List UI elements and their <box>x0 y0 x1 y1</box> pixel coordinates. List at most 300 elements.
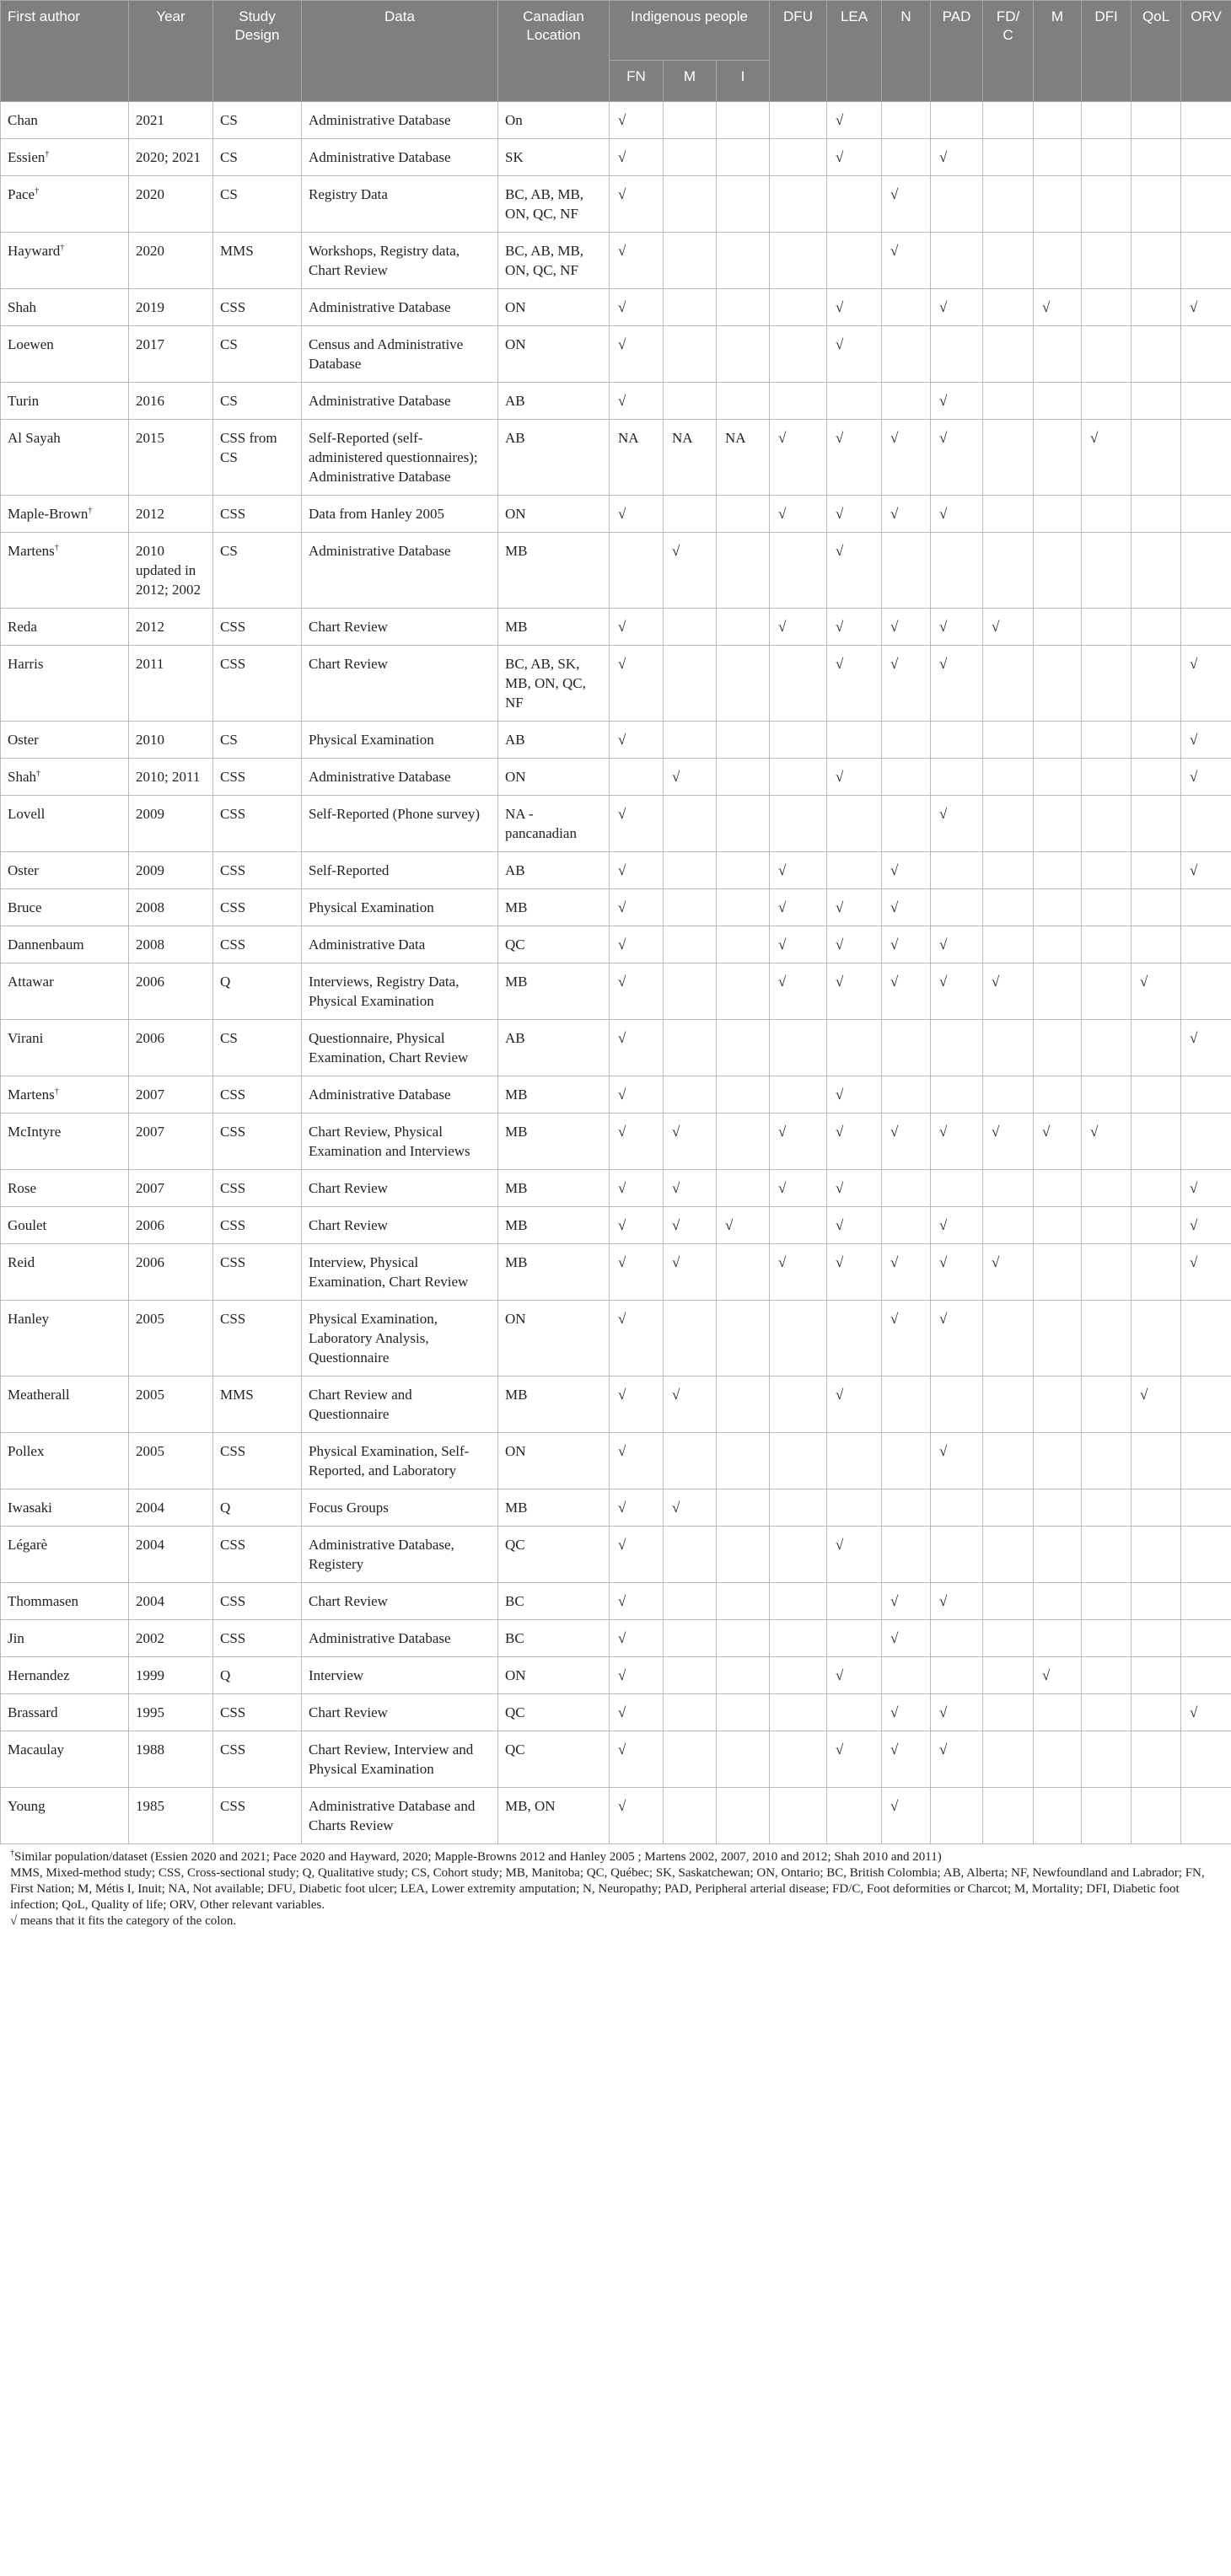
cell-i <box>717 102 770 139</box>
cell-pad: √ <box>931 646 983 722</box>
cell-qol <box>1132 533 1181 609</box>
table-row <box>1 102 1231 139</box>
cell-qol <box>1132 420 1181 496</box>
cell-dfu <box>770 1076 827 1114</box>
cell-m <box>664 1694 717 1731</box>
cell-lea: √ <box>827 1076 882 1114</box>
cell-m <box>664 1620 717 1657</box>
cell-pad: √ <box>931 1433 983 1489</box>
table-body <box>1 102 1231 1844</box>
cell-design: MMS <box>213 1377 302 1433</box>
cell-fdc <box>983 420 1034 496</box>
cell-data: Physical Examination, Laboratory Analysis, Questionnaire <box>302 1301 498 1377</box>
cell-fn <box>610 533 664 609</box>
cell-design: CSS <box>213 1076 302 1114</box>
cell-dfu <box>770 1657 827 1694</box>
table-row <box>1 722 1231 759</box>
cell-orv <box>1181 796 1231 852</box>
cell-fdc <box>983 1170 1034 1207</box>
cell-orv: √ <box>1181 1207 1231 1244</box>
cell-qol <box>1132 1301 1181 1377</box>
cell-dfu <box>770 1377 827 1433</box>
cell-dfu <box>770 796 827 852</box>
cell-data: Chart Review <box>302 1583 498 1620</box>
cell-i <box>717 1620 770 1657</box>
cell-dfi <box>1082 1527 1132 1583</box>
cell-pad <box>931 102 983 139</box>
cell-mortality <box>1034 609 1082 646</box>
cell-fdc <box>983 289 1034 326</box>
cell-pad <box>931 722 983 759</box>
cell-data: Self-Reported (self-administered questionnaires); Administrative Database <box>302 420 498 496</box>
author-name: Pace <box>8 186 35 202</box>
cell-location: ON <box>498 326 610 383</box>
cell-n: √ <box>882 1620 931 1657</box>
table-row <box>1 1620 1231 1657</box>
cell-design: CSS <box>213 926 302 963</box>
cell-i: NA <box>717 420 770 496</box>
cell-fdc <box>983 852 1034 889</box>
cell-orv <box>1181 1301 1231 1377</box>
cell-m <box>664 383 717 420</box>
cell-lea <box>827 1020 882 1076</box>
cell-pad: √ <box>931 963 983 1020</box>
cell-fn: √ <box>610 289 664 326</box>
cell-mortality <box>1034 420 1082 496</box>
cell-data: Chart Review <box>302 1694 498 1731</box>
cell-author <box>1 796 129 852</box>
cell-dfi <box>1082 852 1132 889</box>
cell-mortality <box>1034 1731 1082 1788</box>
cell-i <box>717 1377 770 1433</box>
cell-year: 1995 <box>129 1694 213 1731</box>
cell-mortality <box>1034 1489 1082 1527</box>
cell-author <box>1 102 129 139</box>
cell-m <box>664 102 717 139</box>
cell-lea: √ <box>827 496 882 533</box>
cell-i <box>717 1114 770 1170</box>
cell-fn: √ <box>610 609 664 646</box>
cell-lea: √ <box>827 326 882 383</box>
author-name: Meatherall <box>8 1387 70 1403</box>
cell-lea: √ <box>827 1114 882 1170</box>
cell-m <box>664 796 717 852</box>
cell-design: CSS <box>213 1620 302 1657</box>
table-row <box>1 759 1231 796</box>
cell-n: √ <box>882 889 931 926</box>
cell-design: CSS <box>213 796 302 852</box>
cell-mortality <box>1034 646 1082 722</box>
cell-lea: √ <box>827 139 882 176</box>
cell-dfu <box>770 759 827 796</box>
cell-location: SK <box>498 139 610 176</box>
cell-fn: √ <box>610 1433 664 1489</box>
cell-n <box>882 722 931 759</box>
cell-mortality <box>1034 1620 1082 1657</box>
cell-location: MB <box>498 1489 610 1527</box>
table-row <box>1 139 1231 176</box>
cell-dfu <box>770 1207 827 1244</box>
cell-qol <box>1132 1527 1181 1583</box>
cell-mortality <box>1034 1377 1082 1433</box>
cell-dfu <box>770 233 827 289</box>
cell-pad: √ <box>931 1207 983 1244</box>
cell-m <box>664 963 717 1020</box>
cell-n <box>882 383 931 420</box>
cell-orv <box>1181 1583 1231 1620</box>
cell-orv: √ <box>1181 722 1231 759</box>
cell-qol <box>1132 176 1181 233</box>
cell-data: Census and Administrative Database <box>302 326 498 383</box>
cell-dfi: √ <box>1082 1114 1132 1170</box>
cell-pad <box>931 759 983 796</box>
cell-location: MB <box>498 963 610 1020</box>
header-location: Canadian Location <box>498 1 610 102</box>
cell-dfu <box>770 1433 827 1489</box>
cell-m <box>664 139 717 176</box>
cell-dfu: √ <box>770 1114 827 1170</box>
cell-dfi <box>1082 1583 1132 1620</box>
cell-fdc: √ <box>983 963 1034 1020</box>
cell-design: Q <box>213 1489 302 1527</box>
cell-fn: √ <box>610 326 664 383</box>
cell-pad: √ <box>931 1583 983 1620</box>
cell-n: √ <box>882 1301 931 1377</box>
author-name: Oster <box>8 732 39 748</box>
dagger-mark: † <box>45 149 50 159</box>
cell-dfi <box>1082 233 1132 289</box>
cell-dfu <box>770 1788 827 1844</box>
cell-data: Workshops, Registry data, Chart Review <box>302 233 498 289</box>
cell-fdc <box>983 1207 1034 1244</box>
cell-lea <box>827 383 882 420</box>
cell-location: MB <box>498 1114 610 1170</box>
table-row <box>1 1489 1231 1527</box>
cell-author <box>1 1527 129 1583</box>
cell-author <box>1 1657 129 1694</box>
cell-fdc <box>983 889 1034 926</box>
table-row <box>1 383 1231 420</box>
table-row <box>1 1020 1231 1076</box>
cell-year: 2020 <box>129 233 213 289</box>
cell-location: MB <box>498 889 610 926</box>
cell-pad <box>931 1020 983 1076</box>
cell-m <box>664 852 717 889</box>
cell-qol <box>1132 1788 1181 1844</box>
header-fdc: FD/ C <box>983 1 1034 102</box>
header-i: I <box>717 61 770 102</box>
cell-lea: √ <box>827 759 882 796</box>
cell-design: CS <box>213 102 302 139</box>
cell-m: √ <box>664 1377 717 1433</box>
cell-dfi <box>1082 646 1132 722</box>
cell-data: Registry Data <box>302 176 498 233</box>
cell-location: AB <box>498 722 610 759</box>
cell-year: 2015 <box>129 420 213 496</box>
cell-lea: √ <box>827 1170 882 1207</box>
cell-qol <box>1132 926 1181 963</box>
cell-data: Administrative Data <box>302 926 498 963</box>
cell-dfi <box>1082 1020 1132 1076</box>
table-row <box>1 1301 1231 1377</box>
cell-n: √ <box>882 1244 931 1301</box>
cell-location: ON <box>498 289 610 326</box>
cell-n: √ <box>882 1694 931 1731</box>
cell-n <box>882 533 931 609</box>
cell-pad: √ <box>931 796 983 852</box>
cell-lea: √ <box>827 102 882 139</box>
cell-mortality <box>1034 1076 1082 1114</box>
cell-year: 2010; 2011 <box>129 759 213 796</box>
cell-year: 2007 <box>129 1170 213 1207</box>
cell-year: 1988 <box>129 1731 213 1788</box>
cell-m <box>664 1527 717 1583</box>
author-name: Hayward <box>8 243 61 259</box>
cell-m <box>664 722 717 759</box>
author-name: Macaulay <box>8 1741 65 1758</box>
author-name: Oster <box>8 862 39 878</box>
cell-fn: √ <box>610 1583 664 1620</box>
cell-qol <box>1132 1207 1181 1244</box>
author-name: Turin <box>8 393 40 409</box>
cell-orv <box>1181 1620 1231 1657</box>
cell-design: CS <box>213 383 302 420</box>
cell-pad: √ <box>931 609 983 646</box>
cell-mortality <box>1034 1788 1082 1844</box>
cell-fn: √ <box>610 646 664 722</box>
cell-fdc <box>983 176 1034 233</box>
cell-pad: √ <box>931 420 983 496</box>
cell-qol <box>1132 1620 1181 1657</box>
header-fn: FN <box>610 61 664 102</box>
cell-orv <box>1181 233 1231 289</box>
cell-data: Administrative Database <box>302 759 498 796</box>
cell-qol <box>1132 1583 1181 1620</box>
cell-year: 2009 <box>129 796 213 852</box>
cell-design: CSS <box>213 646 302 722</box>
footnote-abbreviations: MMS, Mixed-method study; CSS, Cross-sectional study; Q, Qualitative study; CS, Cohort study; MB, Manitoba; QC, Québec; SK, Saskatchewan; ON, Ontario; BC, British Colombia; AB, Alberta; NF, Newfoundland and Labrador; FN, First Nation; M, Métis I, Inuit; NA, Not available; DFU, Diabetic foot ulcer; LEA, Lower extremity amputation; N, Neuropathy; PAD, Peripheral arterial disease; FD/C, Foot deformities or Charcot; M, Mortality; DFI, Diabetic foot infection; QoL, Quality of life; ORV, Other relevant variables. <box>10 1866 1205 1912</box>
cell-dfu: √ <box>770 963 827 1020</box>
cell-lea <box>827 1788 882 1844</box>
cell-author <box>1 926 129 963</box>
cell-mortality <box>1034 759 1082 796</box>
table-row <box>1 1207 1231 1244</box>
cell-year: 2019 <box>129 289 213 326</box>
cell-n <box>882 1657 931 1694</box>
cell-design: CS <box>213 1020 302 1076</box>
cell-year: 2011 <box>129 646 213 722</box>
cell-m: √ <box>664 759 717 796</box>
cell-pad <box>931 852 983 889</box>
author-name: Virani <box>8 1030 44 1046</box>
cell-mortality <box>1034 889 1082 926</box>
cell-n <box>882 1076 931 1114</box>
cell-fn: √ <box>610 1114 664 1170</box>
cell-i <box>717 1076 770 1114</box>
cell-i <box>717 796 770 852</box>
cell-lea <box>827 1301 882 1377</box>
cell-location: AB <box>498 383 610 420</box>
cell-mortality <box>1034 796 1082 852</box>
cell-pad <box>931 176 983 233</box>
cell-design: CSS <box>213 1694 302 1731</box>
cell-qol <box>1132 1020 1181 1076</box>
cell-design: CSS <box>213 1788 302 1844</box>
table-row <box>1 609 1231 646</box>
cell-orv <box>1181 496 1231 533</box>
cell-mortality <box>1034 139 1082 176</box>
cell-design: CSS from CS <box>213 420 302 496</box>
cell-i <box>717 289 770 326</box>
cell-fn: √ <box>610 1657 664 1694</box>
cell-pad <box>931 1377 983 1433</box>
cell-fdc <box>983 1788 1034 1844</box>
cell-orv: √ <box>1181 1244 1231 1301</box>
cell-lea <box>827 1489 882 1527</box>
cell-n <box>882 1433 931 1489</box>
table-row <box>1 1731 1231 1788</box>
cell-qol <box>1132 852 1181 889</box>
cell-data: Data from Hanley 2005 <box>302 496 498 533</box>
cell-design: CS <box>213 533 302 609</box>
cell-n: √ <box>882 233 931 289</box>
cell-author <box>1 1433 129 1489</box>
cell-data: Administrative Database <box>302 1076 498 1114</box>
cell-pad <box>931 1657 983 1694</box>
cell-dfi <box>1082 102 1132 139</box>
cell-fn: √ <box>610 1301 664 1377</box>
author-name: Dannenbaum <box>8 936 84 953</box>
dagger-mark: † <box>36 769 40 779</box>
cell-fn: √ <box>610 963 664 1020</box>
cell-author <box>1 609 129 646</box>
cell-data: Administrative Database <box>302 383 498 420</box>
cell-lea <box>827 1694 882 1731</box>
cell-location: MB <box>498 1170 610 1207</box>
cell-year: 2010 updated in 2012; 2002 <box>129 533 213 609</box>
cell-year: 2008 <box>129 926 213 963</box>
cell-orv <box>1181 139 1231 176</box>
table-row <box>1 646 1231 722</box>
header-lea: LEA <box>827 1 882 102</box>
cell-dfi <box>1082 1170 1132 1207</box>
cell-author <box>1 496 129 533</box>
cell-dfi <box>1082 1433 1132 1489</box>
cell-data: Physical Examination <box>302 889 498 926</box>
table-row <box>1 326 1231 383</box>
cell-fdc <box>983 1657 1034 1694</box>
cell-design: CS <box>213 722 302 759</box>
cell-design: Q <box>213 963 302 1020</box>
header-first-author: First author <box>1 1 129 102</box>
cell-m <box>664 646 717 722</box>
cell-design: CSS <box>213 1207 302 1244</box>
cell-orv: √ <box>1181 852 1231 889</box>
cell-design: MMS <box>213 233 302 289</box>
author-name: Reid <box>8 1254 35 1270</box>
cell-qol <box>1132 383 1181 420</box>
cell-orv: √ <box>1181 289 1231 326</box>
cell-n <box>882 289 931 326</box>
cell-n <box>882 102 931 139</box>
header-n: N <box>882 1 931 102</box>
cell-author <box>1 1301 129 1377</box>
cell-dfi <box>1082 796 1132 852</box>
cell-fdc <box>983 533 1034 609</box>
cell-pad: √ <box>931 496 983 533</box>
cell-m: √ <box>664 1244 717 1301</box>
cell-year: 2004 <box>129 1583 213 1620</box>
cell-dfi <box>1082 1694 1132 1731</box>
cell-data: Administrative Database <box>302 1620 498 1657</box>
cell-orv <box>1181 1076 1231 1114</box>
cell-author <box>1 889 129 926</box>
cell-dfu <box>770 1301 827 1377</box>
cell-author <box>1 1694 129 1731</box>
cell-qol <box>1132 889 1181 926</box>
cell-author <box>1 1788 129 1844</box>
cell-year: 2006 <box>129 1020 213 1076</box>
cell-year: 2004 <box>129 1527 213 1583</box>
cell-year: 1999 <box>129 1657 213 1694</box>
cell-dfu: √ <box>770 1170 827 1207</box>
cell-n <box>882 1489 931 1527</box>
cell-author <box>1 1244 129 1301</box>
cell-fdc <box>983 1731 1034 1788</box>
cell-dfi <box>1082 289 1132 326</box>
cell-n: √ <box>882 609 931 646</box>
cell-dfi <box>1082 383 1132 420</box>
cell-m: √ <box>664 1489 717 1527</box>
cell-lea <box>827 722 882 759</box>
cell-qol <box>1132 496 1181 533</box>
cell-location: NA - pancanadian <box>498 796 610 852</box>
header-orv: ORV <box>1181 1 1231 102</box>
cell-fdc <box>983 1527 1034 1583</box>
check-mark: √ <box>10 1914 18 1928</box>
cell-year: 2017 <box>129 326 213 383</box>
cell-qol <box>1132 326 1181 383</box>
cell-i <box>717 1694 770 1731</box>
cell-fn: √ <box>610 176 664 233</box>
cell-m <box>664 1076 717 1114</box>
cell-location: QC <box>498 1731 610 1788</box>
cell-mortality <box>1034 1527 1082 1583</box>
cell-i <box>717 533 770 609</box>
cell-location: ON <box>498 1657 610 1694</box>
cell-location: MB <box>498 1207 610 1244</box>
cell-dfi <box>1082 609 1132 646</box>
cell-data: Administrative Database <box>302 102 498 139</box>
cell-data: Interview <box>302 1657 498 1694</box>
cell-fdc <box>983 1377 1034 1433</box>
footnote-dagger-text: Similar population/dataset (Essien 2020 and 2021; Pace 2020 and Hayward, 2020; Mapple-Browns 2012 and Hanley 2005 ; Martens 2002, 2007, 2010 and 2012; Shah 2010 and 2011) <box>14 1850 942 1864</box>
cell-orv: √ <box>1181 646 1231 722</box>
cell-pad <box>931 1076 983 1114</box>
cell-author <box>1 1170 129 1207</box>
cell-lea: √ <box>827 609 882 646</box>
table-row <box>1 796 1231 852</box>
cell-orv <box>1181 889 1231 926</box>
cell-fn: √ <box>610 233 664 289</box>
cell-dfu <box>770 383 827 420</box>
table-row <box>1 1788 1231 1844</box>
cell-i <box>717 326 770 383</box>
cell-year: 2020; 2021 <box>129 139 213 176</box>
header-study-design: Study Design <box>213 1 302 102</box>
cell-location: MB <box>498 1244 610 1301</box>
cell-i <box>717 383 770 420</box>
